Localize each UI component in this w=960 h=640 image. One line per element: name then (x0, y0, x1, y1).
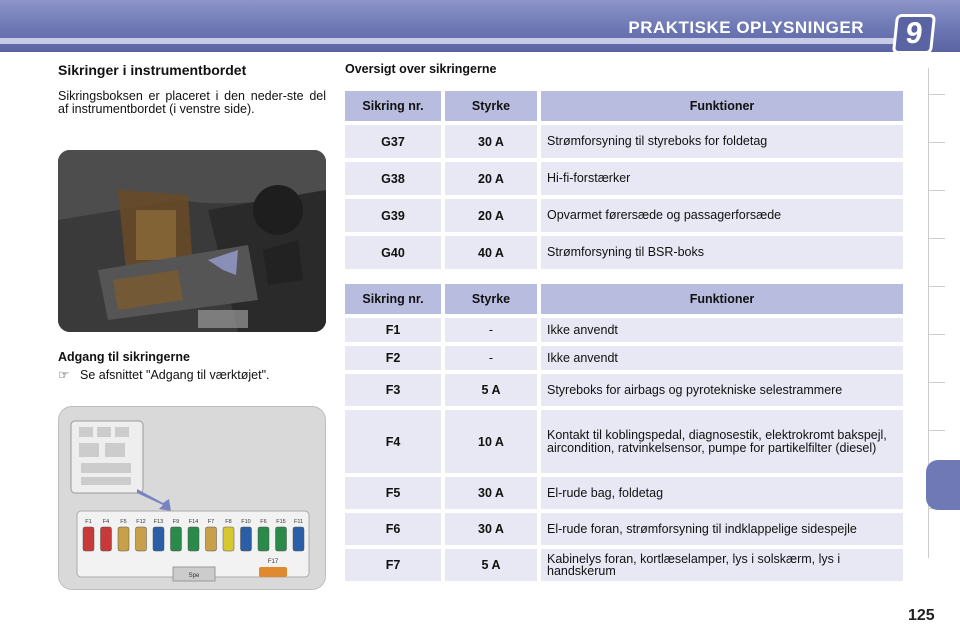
fuse-function: Kontakt til koblingspedal, diagnosestik, elektrokromt bakspejl, aircondition, ratvinkelsensor, pumpe for partikelfilter (diesel) (537, 410, 903, 473)
fuse-table-g (345, 87, 903, 273)
fuse-f15 (276, 527, 287, 551)
access-bullet-row (58, 367, 270, 382)
tab-divider (929, 238, 945, 239)
table-row (345, 374, 903, 406)
fuse-f1 (83, 527, 94, 551)
table-row (345, 199, 903, 232)
fuse-rating: 40 A (441, 236, 537, 269)
tab-divider (929, 190, 945, 191)
fuse-label: F7 (207, 519, 215, 525)
section-title: PRAKTISKE OPLYSNINGER (628, 18, 864, 37)
fuse-label: F12 (136, 519, 146, 525)
left-heading: Sikringer i instrumentbordet (58, 62, 247, 78)
fuse-number: G37 (345, 125, 441, 158)
col-rating: Styrke (441, 91, 537, 121)
fuse-label: F10 (241, 519, 251, 525)
chapter-tab-active[interactable] (926, 460, 960, 510)
fuse-f5 (118, 527, 129, 551)
table-row (345, 513, 903, 545)
table-row (345, 346, 903, 370)
table-header-row (345, 91, 903, 121)
pointing-hand-icon: ☞ (58, 368, 70, 382)
table-row (345, 236, 903, 269)
fuse-number: F6 (345, 513, 441, 545)
table-header-row (345, 284, 903, 314)
fuse-function: El-rude foran, strømforsyning til indklappelige sidespejle (537, 513, 903, 545)
fuse-label: F8 (225, 519, 232, 525)
fuse-f14 (188, 527, 199, 551)
fuse-number: G39 (345, 199, 441, 232)
chapter-badge: 9 (892, 14, 936, 54)
fuse-rating: 20 A (441, 199, 537, 232)
access-heading: Adgang til sikringerne (58, 350, 190, 364)
fuse-function: Ikke anvendt (537, 346, 903, 370)
fuse-rating: - (441, 318, 537, 342)
fuse-number: F5 (345, 477, 441, 509)
fuse-f4 (101, 527, 112, 551)
access-text: Se afsnittet "Adgang til værktøjet". (80, 368, 270, 382)
fuse-f6 (258, 527, 269, 551)
tab-divider (929, 142, 945, 143)
fuse-number: F1 (345, 318, 441, 342)
col-fuse-number: Sikring nr. (345, 91, 441, 121)
fuse-label: F14 (188, 519, 199, 525)
fuse-number: F3 (345, 374, 441, 406)
page-header (0, 0, 960, 52)
dashboard-photo (58, 150, 326, 332)
page-number: 125 (908, 607, 935, 624)
tab-divider (929, 382, 945, 383)
fuse-label: F13 (153, 519, 164, 525)
fuse-rating: 30 A (441, 513, 537, 545)
fuse-f12 (136, 527, 147, 551)
fuse-function: Ikke anvendt (537, 318, 903, 342)
fuse-number: F7 (345, 549, 441, 581)
tab-divider (929, 94, 945, 95)
col-fuse-number: Sikring nr. (345, 284, 441, 314)
fuse-f11 (293, 527, 304, 551)
fuse-table-f (345, 280, 903, 585)
fuse-function: Hi-fi-forstærker (537, 162, 903, 195)
fuse-f10 (241, 527, 252, 551)
tab-divider (929, 430, 945, 431)
col-functions: Funktioner (537, 284, 903, 314)
fuse-function: Kabinelys foran, kortlæselamper, lys i solskærm, lys i handskerum (537, 549, 903, 581)
tab-divider (929, 334, 945, 335)
fuse-box-illustration (59, 407, 327, 591)
fuse-box-diagram (58, 406, 326, 590)
intro-paragraph: Sikringsboksen er placeret i den neder-ste del af instrumentbordet (i venstre side). (58, 89, 326, 116)
fuse-number: F4 (345, 410, 441, 473)
table-row (345, 549, 903, 581)
table-row (345, 125, 903, 158)
fuse-function: Styreboks for airbags og pyrotekniske selestrammere (537, 374, 903, 406)
fuse-label: F6 (260, 519, 267, 525)
tab-divider (929, 286, 945, 287)
table-row (345, 162, 903, 195)
fuse-f8 (223, 527, 234, 551)
col-rating: Styrke (441, 284, 537, 314)
fuse-rating: 30 A (441, 477, 537, 509)
fuse-rating: 5 A (441, 549, 537, 581)
fuse-label: F5 (120, 519, 127, 525)
fuse-rating: - (441, 346, 537, 370)
fuse-label: F1 (85, 519, 92, 525)
fuse-f13 (153, 527, 164, 551)
fuse-number: G38 (345, 162, 441, 195)
fuse-function: El-rude bag, foldetag (537, 477, 903, 509)
fuse-rating: 10 A (441, 410, 537, 473)
col-functions: Funktioner (537, 91, 903, 121)
fuse-function: Strømforsyning til styreboks for foldetag (537, 125, 903, 158)
fuse-rating: 30 A (441, 125, 537, 158)
fuse-function: Opvarmet førersæde og passagerforsæde (537, 199, 903, 232)
fuse-f9 (171, 527, 182, 551)
fuse-rating: 20 A (441, 162, 537, 195)
relay-label: Spe (188, 573, 200, 579)
fuse-label: F15 (276, 519, 286, 525)
fuse-function: Strømforsyning til BSR-boks (537, 236, 903, 269)
table-row (345, 477, 903, 509)
fuse-f7 (206, 527, 217, 551)
fuse-f17-label: F17 (267, 559, 279, 565)
fuse-label: F9 (172, 519, 180, 525)
header-strip (0, 38, 900, 44)
dashboard-illustration (58, 150, 326, 332)
overview-heading: Oversigt over sikringerne (345, 62, 497, 76)
fuse-rating: 5 A (441, 374, 537, 406)
fuse-f17 (259, 567, 287, 577)
table-row (345, 318, 903, 342)
fuse-label: F4 (102, 519, 110, 525)
table-row (345, 410, 903, 473)
fuse-label: F11 (293, 519, 304, 525)
fuse-number: G40 (345, 236, 441, 269)
fuse-number: F2 (345, 346, 441, 370)
